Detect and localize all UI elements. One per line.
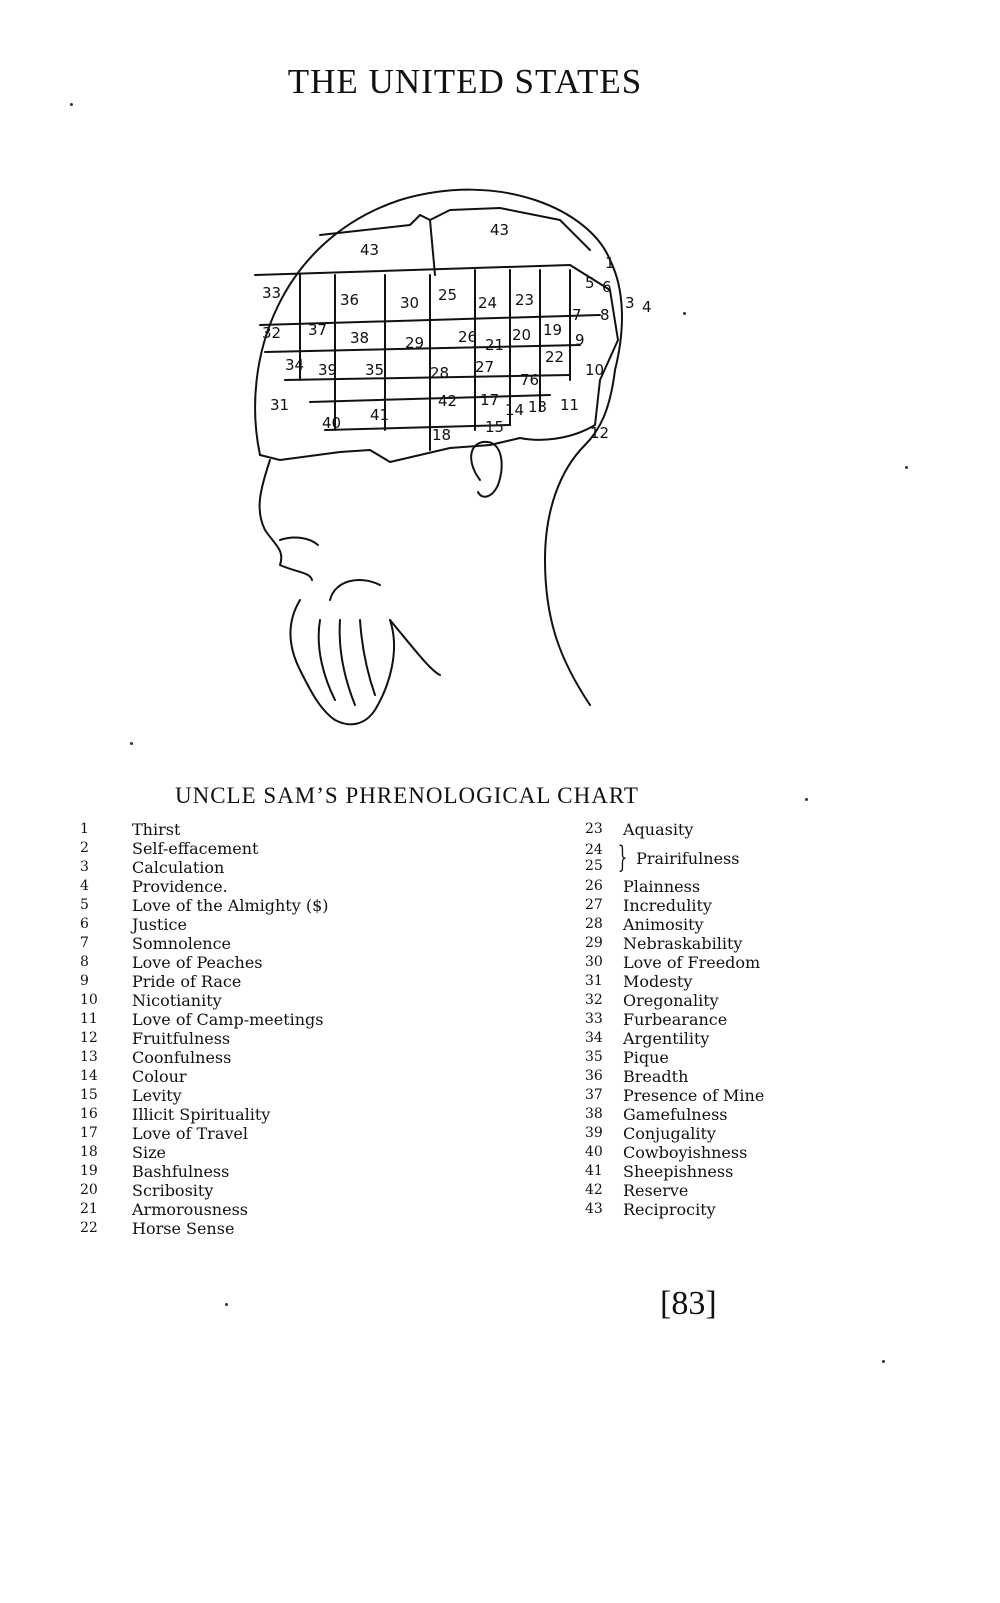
legend-number: 4 [80,878,89,894]
legend-item [80,896,500,915]
legend-item [80,991,500,1010]
legend-item [80,1086,500,1105]
svg-text:30: 30 [400,294,420,312]
legend-item [80,934,500,953]
legend-item [585,1086,885,1105]
legend-number: 17 [80,1125,98,1141]
legend-number: 11 [80,1011,98,1027]
svg-text:76: 76 [520,371,540,389]
print-speck [130,742,133,745]
legend-item [80,820,500,839]
legend-number: 32 [585,992,603,1008]
legend-number: 38 [585,1106,603,1122]
legend-label: Plainness [623,877,701,896]
print-speck [225,1303,228,1306]
legend-number: 5 [80,897,89,913]
legend-item [585,820,885,839]
legend-number: 39 [585,1125,603,1141]
legend-number: 30 [585,954,603,970]
legend-number: 35 [585,1049,603,1065]
legend-label: Love of the Almighty ($) [132,896,329,915]
legend-label: Cowboyishness [623,1143,748,1162]
svg-text:24: 24 [478,294,498,312]
legend-item [80,1200,500,1219]
svg-text:13: 13 [528,398,548,416]
legend-number: 14 [80,1068,98,1084]
svg-text:22: 22 [545,348,565,366]
legend-label: Animosity [623,915,704,934]
legend-label: Colour [132,1067,187,1086]
legend-number: 27 [585,897,603,913]
legend-number: 13 [80,1049,98,1065]
print-speck [882,1360,885,1363]
legend-label: Reciprocity [623,1200,716,1219]
svg-text:20: 20 [512,326,532,344]
legend-number: 18 [80,1144,98,1160]
legend-label: Reserve [623,1181,689,1200]
svg-text:23: 23 [515,291,535,309]
svg-text:7: 7 [572,306,582,324]
legend-number: 21 [80,1201,98,1217]
legend-number: 1 [80,821,89,837]
legend-number: 3 [80,859,89,875]
legend-label: Calculation [132,858,225,877]
legend-number: 41 [585,1163,603,1179]
legend-number: 19 [80,1163,98,1179]
legend-item [585,1010,885,1029]
legend-number: 15 [80,1087,98,1103]
svg-text:31: 31 [270,396,290,414]
legend-label: Providence. [132,877,228,896]
legend-number: 43 [585,1201,603,1217]
page-number: [83] [660,1285,717,1322]
svg-text:5: 5 [585,274,595,292]
svg-text:3: 3 [625,294,635,312]
legend-label: Armorousness [132,1200,248,1219]
legend-label: Somnolence [132,934,232,953]
legend-item [80,1124,500,1143]
svg-text:1: 1 [605,254,615,272]
legend-label: Horse Sense [132,1219,235,1238]
legend-label: Thirst [132,820,181,839]
svg-text:32: 32 [262,324,282,342]
print-speck [905,466,908,469]
legend-label: Coonfulness [132,1048,232,1067]
legend-item [80,1162,500,1181]
legend-number: 23 [585,821,603,837]
legend-item [585,934,885,953]
svg-text:6: 6 [602,278,612,296]
legend-item [585,1124,885,1143]
legend-item [585,1067,885,1086]
svg-text:33: 33 [262,284,282,302]
svg-text:9: 9 [575,331,585,349]
legend-item-braced [585,839,885,877]
legend-number: 34 [585,1030,603,1046]
legend-item [585,1105,885,1124]
legend-item [585,1029,885,1048]
legend-label: Scribosity [132,1181,214,1200]
legend-number: 20 [80,1182,98,1198]
svg-text:26: 26 [458,328,478,346]
svg-text:17: 17 [480,391,500,409]
legend-label: Incredulity [623,896,712,915]
legend-label: Self-effacement [132,839,259,858]
legend-label: Oregonality [623,991,719,1010]
legend-item [585,991,885,1010]
legend-item [80,1067,500,1086]
legend-item [585,1181,885,1200]
legend-label: Fruitfulness [132,1029,231,1048]
legend-item [80,972,500,991]
legend-number: 31 [585,973,603,989]
legend-item [585,877,885,896]
legend-label: Gamefulness [623,1105,728,1124]
svg-text:43: 43 [360,241,380,259]
legend-number: 16 [80,1106,98,1122]
legend-label: Conjugality [623,1124,716,1143]
svg-text:14: 14 [505,401,525,419]
print-speck [70,103,73,106]
svg-text:12: 12 [590,424,610,442]
svg-text:34: 34 [285,356,305,374]
svg-text:42: 42 [438,392,458,410]
legend-item [80,915,500,934]
legend-item [585,1143,885,1162]
legend-label: Modesty [623,972,693,991]
legend-number: 36 [585,1068,603,1084]
svg-text:25: 25 [438,286,458,304]
legend-label: Bashfulness [132,1162,230,1181]
legend-label: Breadth [623,1067,689,1086]
legend-label: Presence of Mine [623,1086,765,1105]
legend-label: Nicotianity [132,991,222,1010]
svg-text:28: 28 [430,364,450,382]
legend-right-list [585,877,885,1219]
svg-text:21: 21 [485,336,505,354]
legend-number: 12 [80,1030,98,1046]
legend-number-pair [585,842,613,874]
legend-item [585,953,885,972]
legend-number: 28 [585,916,603,932]
legend-label: Love of Travel [132,1124,248,1143]
legend-label: Pique [623,1048,669,1067]
legend-number: 10 [80,992,98,1008]
legend-label: Argentility [623,1029,710,1048]
svg-text:40: 40 [322,414,342,432]
legend-item [585,896,885,915]
legend-label: Aquasity [623,820,694,839]
legend-item [80,1010,500,1029]
svg-text:27: 27 [475,358,495,376]
chart-title: UNCLE SAM’S PHRENOLOGICAL CHART [175,783,639,808]
legend-number: 40 [585,1144,603,1160]
svg-text:10: 10 [585,361,605,379]
legend-item [80,858,500,877]
legend-number: 22 [80,1220,98,1236]
legend-item [80,1219,500,1238]
legend-item [585,972,885,991]
svg-text:18: 18 [432,426,452,444]
uncle-sam-head-map-illustration [240,180,660,740]
page-title: THE UNITED STATES [287,62,643,101]
legend-number: 42 [585,1182,603,1198]
legend-label: Levity [132,1086,182,1105]
svg-text:39: 39 [318,361,338,379]
legend-item [80,1143,500,1162]
legend-number: 8 [80,954,89,970]
legend-label: Size [132,1143,166,1162]
legend-label: Nebraskability [623,934,743,953]
legend-number: 7 [80,935,89,951]
legend-item [80,839,500,858]
legend-number: 37 [585,1087,603,1103]
legend-item [585,1162,885,1181]
svg-text:4: 4 [642,298,652,316]
legend-number: 24 [585,842,603,858]
svg-text:8: 8 [600,306,610,324]
svg-text:19: 19 [543,321,563,339]
legend-right-column [585,820,885,1219]
legend-number: 6 [80,916,89,932]
legend-number: 25 [585,858,603,874]
legend-item [585,1200,885,1219]
legend-number: 9 [80,973,89,989]
legend-item [80,877,500,896]
legend-item [80,1105,500,1124]
svg-text:36: 36 [340,291,360,309]
legend-item [80,1181,500,1200]
svg-text:43: 43 [490,221,510,239]
legend-item [585,915,885,934]
svg-text:35: 35 [365,361,385,379]
brace-icon: } [617,840,628,875]
legend-item [585,1048,885,1067]
legend-label: Sheepishness [623,1162,734,1181]
legend-number: 29 [585,935,603,951]
print-speck [683,312,686,315]
legend-item [80,1048,500,1067]
legend-label: Love of Peaches [132,953,263,972]
legend-left-column [80,820,500,1238]
print-speck [805,798,808,801]
svg-text:11: 11 [560,396,580,414]
svg-text:38: 38 [350,329,370,347]
svg-text:29: 29 [405,334,425,352]
legend-item [80,953,500,972]
legend-number: 33 [585,1011,603,1027]
svg-text:37: 37 [308,321,328,339]
legend-label: Prairifulness [636,848,740,868]
legend-label: Justice [132,915,187,934]
legend-label: Furbearance [623,1010,728,1029]
legend-label: Pride of Race [132,972,242,991]
legend-label: Illicit Spirituality [132,1105,271,1124]
svg-text:41: 41 [370,406,390,424]
legend-item [80,1029,500,1048]
legend-number: 2 [80,840,89,856]
legend-label: Love of Camp-meetings [132,1010,324,1029]
legend-number: 26 [585,878,603,894]
legend-label: Love of Freedom [623,953,761,972]
svg-text:15: 15 [485,418,505,436]
